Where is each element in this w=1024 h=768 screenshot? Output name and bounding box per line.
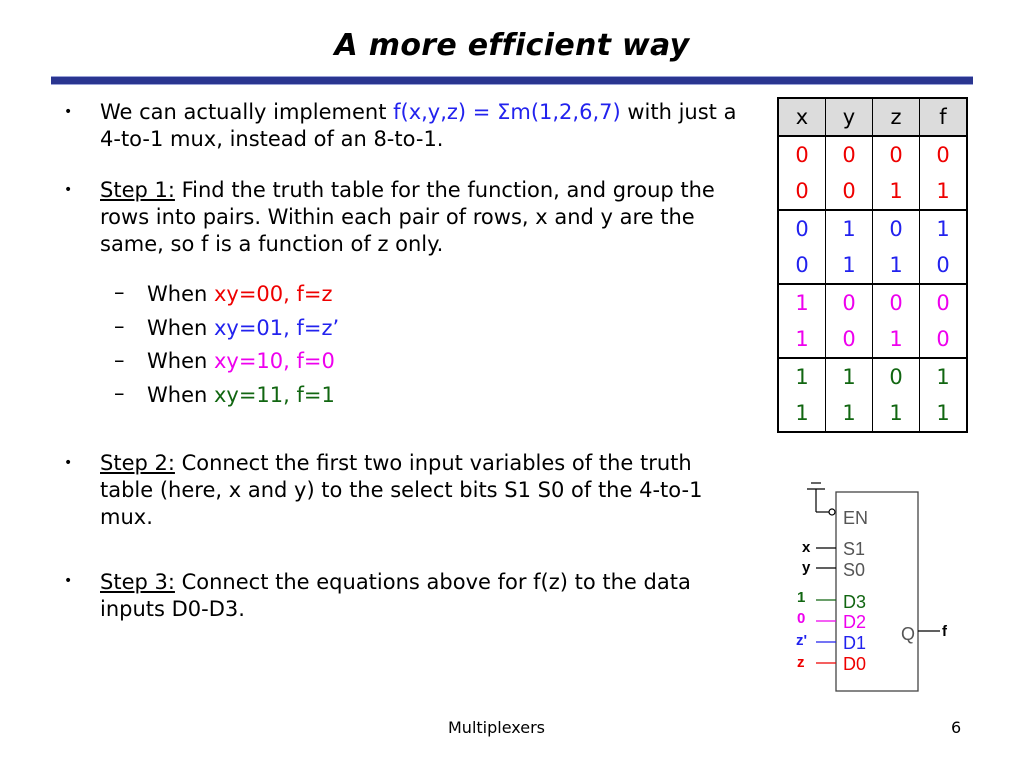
step-1-label: Step 1: — [100, 178, 175, 202]
header-f: f — [920, 98, 968, 136]
bullet-1-rest: with just a 4-to-1 mux, instead of an 8-to-1. — [100, 100, 737, 151]
footer-title: Multiplexers — [448, 718, 546, 737]
bullet-marker: • — [64, 573, 73, 589]
table-cell: 1 — [920, 173, 968, 210]
pin-d3: D3 — [843, 592, 867, 612]
dash-marker: – — [114, 280, 125, 304]
input-zprime-label: z' — [796, 632, 808, 649]
dash-marker: – — [114, 314, 125, 338]
table-cell: 1 — [873, 321, 920, 358]
table-cell: 0 — [920, 136, 968, 173]
minterm-list: m(1,2,6,7) — [510, 100, 621, 124]
table-cell: 0 — [826, 284, 873, 321]
pin-s1: S1 — [843, 539, 866, 559]
table-cell: 0 — [795, 217, 809, 241]
table-cell: 0 — [826, 173, 873, 210]
pin-q: Q — [901, 624, 916, 644]
table-cell: 0 — [826, 136, 873, 173]
sigma-symbol: Σ — [497, 100, 511, 124]
table-cell: 0 — [920, 321, 968, 358]
function-label: f(x,y,z) = — [393, 100, 498, 124]
step-3-label: Step 3: — [100, 570, 175, 594]
table-cell: 0 — [873, 210, 920, 247]
table-cell: 1 — [873, 395, 920, 432]
sub-item-condition: xy=00, f=z — [213, 282, 333, 306]
step-2-label: Step 2: — [100, 451, 175, 475]
table-cell: 1 — [795, 365, 809, 389]
sub-item-prefix: When — [147, 282, 214, 306]
table-cell: 1 — [795, 291, 809, 315]
table-cell: 0 — [873, 136, 920, 173]
table-cell: 1 — [826, 395, 873, 432]
sub-item-prefix: When — [147, 349, 214, 373]
table-cell: 1 — [826, 358, 873, 395]
table-cell: 0 — [873, 358, 920, 395]
input-x-label: x — [802, 539, 811, 556]
sub-item-condition: xy=01, f=z’ — [213, 316, 340, 340]
pin-s0: S0 — [843, 560, 866, 580]
table-cell: 0 — [920, 247, 968, 284]
sub-item-condition: xy=11, f=1 — [213, 383, 335, 407]
table-cell: 1 — [920, 395, 968, 432]
input-1-label: 1 — [797, 589, 806, 606]
step-3-text: Connect the equations above for f(z) to the data inputs D0-D3. — [100, 570, 691, 621]
bullet-marker: • — [64, 455, 73, 471]
dash-marker: – — [114, 381, 125, 405]
input-z-label: z — [797, 654, 805, 671]
sub-item-prefix: When — [147, 383, 214, 407]
pin-d1: D1 — [843, 633, 867, 653]
step-1-text: Find the truth table for the function, and group the rows into pairs. Within each pair of rows, x and y are the same, so f is a function of z only. — [100, 178, 715, 256]
bullet-marker: • — [64, 182, 73, 198]
step-2-text: Connect the first two input variables of the truth table (here, x and y) to the select bits S1 S0 of the 4-to-1 mux. — [100, 451, 703, 529]
header-y: y — [826, 98, 873, 136]
page-number: 6 — [951, 718, 962, 737]
header-x: x — [778, 98, 826, 136]
slide-title: A more efficient way — [334, 28, 690, 63]
table-cell: 1 — [873, 247, 920, 284]
table-cell: 0 — [826, 321, 873, 358]
table-cell: 1 — [873, 173, 920, 210]
table-cell: 0 — [778, 173, 826, 210]
sub-item-condition: xy=10, f=0 — [213, 349, 335, 373]
table-cell: 1 — [920, 358, 968, 395]
sub-item-prefix: When — [147, 316, 214, 340]
table-cell: 1 — [826, 247, 873, 284]
table-cell: 1 — [920, 210, 968, 247]
table-cell: 0 — [778, 247, 826, 284]
table-cell: 1 — [826, 210, 873, 247]
pin-en: EN — [843, 508, 869, 528]
pin-d0: D0 — [843, 654, 867, 674]
input-y-label: y — [802, 559, 811, 576]
output-f-label: f — [942, 623, 947, 640]
table-cell: 0 — [873, 284, 920, 321]
table-cell: 1 — [778, 321, 826, 358]
table-cell: 1 — [795, 401, 809, 425]
bullet-marker: • — [64, 104, 73, 120]
header-z: z — [873, 98, 920, 136]
dash-marker: – — [114, 348, 125, 372]
bullet-1-intro: We can actually implement — [100, 100, 394, 124]
ground-icon — [807, 483, 835, 515]
input-0-label: 0 — [797, 610, 806, 627]
pin-d2: D2 — [843, 612, 867, 632]
table-cell: 0 — [920, 284, 968, 321]
table-cell: 0 — [795, 143, 809, 167]
